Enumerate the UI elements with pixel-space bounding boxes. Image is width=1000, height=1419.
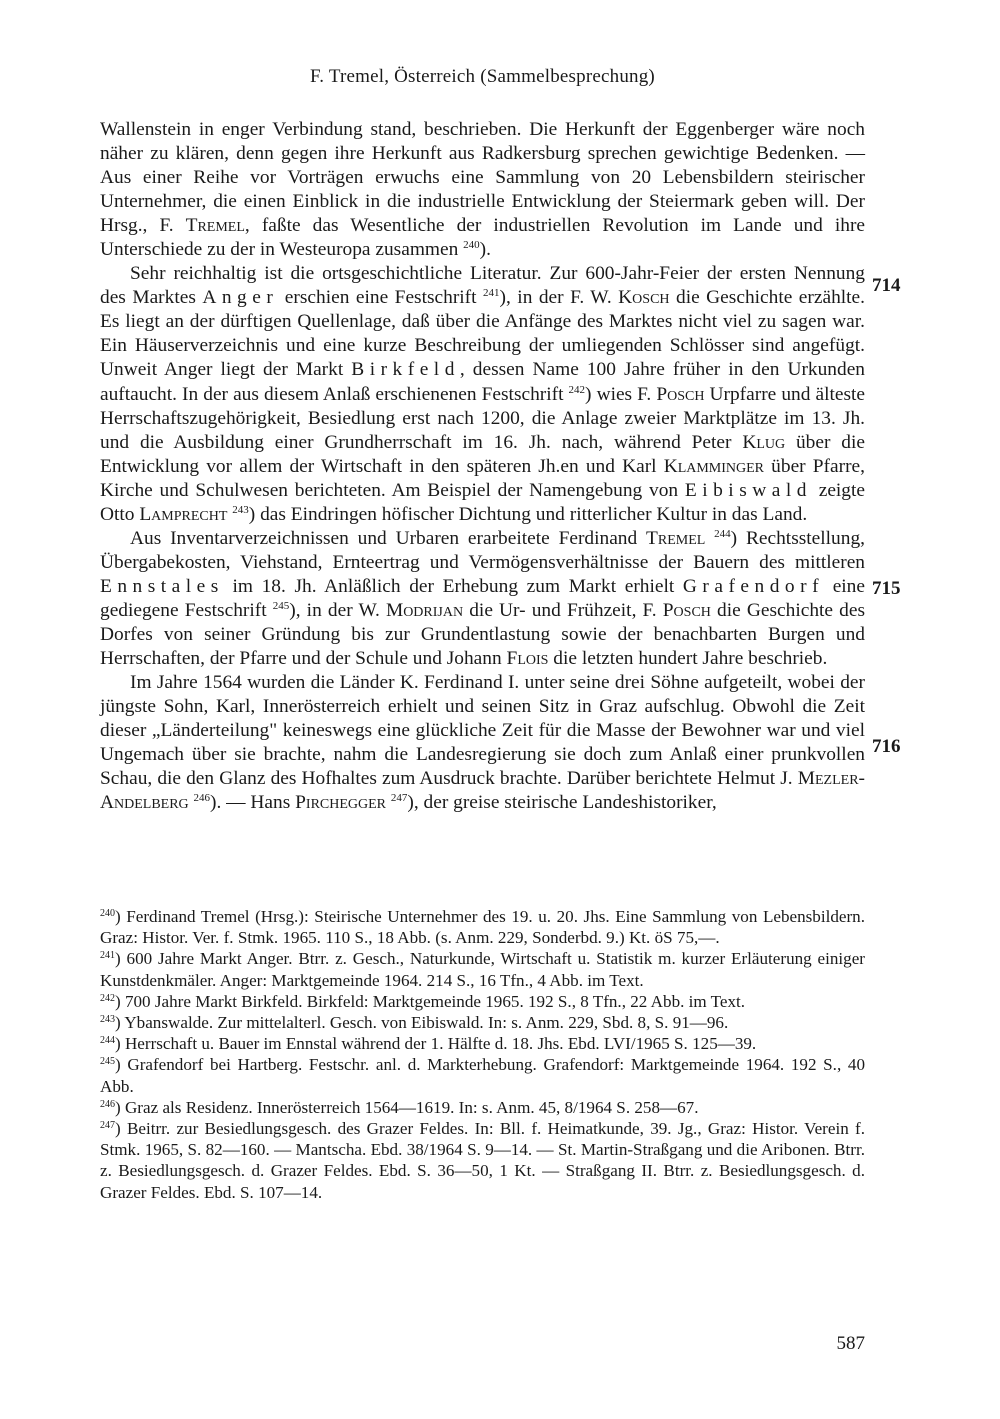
author-name: Tremel (646, 527, 706, 549)
margin-number-714: 714 (872, 275, 901, 296)
footnote-ref-241: 241 (483, 287, 500, 300)
footnote-ref-246: 246 (193, 792, 211, 805)
footnote: $^{246}$) Graz als Residenz. Innerösterreich 1564—1619. In: s. Anm. 45, 8/1964 S. 258—67. (100, 1097, 699, 1117)
footnote: $^{245}$) Grafendorf bei Hartberg. Festschr. anl. d. Markterhebung. Grafendorf: Marktgemeinde 1964. 192 S., 40 Abb. (100, 1055, 865, 1096)
footnotes (100, 906, 865, 1203)
footnote-ref-244: 244 (714, 527, 731, 540)
author-name: Mezler-Andelberg (100, 768, 865, 814)
footnote-ref-247: 247 (390, 792, 408, 805)
author-name: Lamprecht (139, 503, 228, 525)
place-name: Birkfeld (351, 359, 460, 381)
footnote: $^{241}$) 600 Jahre Markt Anger. Btrr. z. Gesch., Naturkunde, Wirtschaft u. Statistik m. kurzer Erläuterung einiger Kunstdenkmäler. Anger: Marktgemeinde 1964. 214 S., 16 Tfn., 4 Abb. im Text. (100, 949, 865, 990)
footnote-ref-243: 243 (232, 503, 249, 516)
place-name: Grafendorf (682, 575, 825, 597)
footnote-ref-245: 245 (272, 599, 290, 612)
footnote-ref-242: 242 (568, 383, 586, 396)
place-name: Ennstales (100, 575, 224, 597)
footnote: $^{240}$) Ferdinand Tremel (Hrsg.): Steirische Unternehmer des 19. u. 20. Jhs. Eine Sammlung von Lebensbildern. Graz: Histor. Ver. f. Stmk. 1965. 110 S., 18 Abb. (s. Anm. 229, Sonderbd. 9.) Kt. öS 75,—. (100, 907, 865, 948)
footnote: $^{247}$) Beitrr. zur Besiedlungsgesch. des Grazer Feldes. In: Bll. f. Heimatkunde, 39. Jg., Graz: Histor. Verein f. Stmk. 1965, S. 82—160. — Mantscha. Ebd. 38/1964 S. 9—14. — St. Martin-Straßgang und die Aribonen. Btrr. z. Besiedlungsgesch. d. Grazer Feldes. Ebd. S. 36—50, 1 Kt. — Straßgang II. Btrr. z. Besiedlungsgesch. d. Grazer Feldes. Ebd. S. 107—14. (100, 1119, 865, 1202)
author-name: Flois (506, 648, 549, 670)
author-name: Klug (742, 431, 786, 453)
place-name: Anger (202, 287, 279, 309)
margin-number-715: 715 (872, 578, 901, 599)
place-name: Eibiswald (684, 479, 812, 501)
paragraph-laenderteilung: Im Jahre 1564 wurden die Länder K. Ferdinand I. unter seine drei Söhne aufgeteilt, wobei der jüngste Sohn, Karl, Innerösterreich erhielt und seinen Sitz in Graz aufschlug. Obwohl die Zeit dieser „Länderteilung" keineswegs eine glückliche Zeit für die Masse der Bewohner war und viel Ungemach über sie brachte, nahm die Landesregierung sie doch zum Anlaß einer prunkvollen Schau, die den Glanz des Hofhaltes zum Ausdruck brachte. Darüber berichtete Helmut J. Mezler-Andelberg $^{246}$). — Hans Pirchegger $^{247}$), der greise steirische Landeshistoriker, (100, 672, 865, 814)
footnote: $^{242}$) 700 Jahre Markt Birkfeld. Birkfeld: Marktgemeinde 1965. 192 S., 8 Tfn., 22 Abb. im Text. (100, 991, 746, 1011)
author-name: Pirchegger (295, 792, 387, 814)
paragraph-continuation: Wallenstein in enger Verbindung stand, beschrieben. Die Herkunft der Eggenberger wäre noch näher zu klären, denn gegen ihre Herkunft aus Radkersburg sprechen gewichtige Bedenken. — Aus einer Reihe vor Vorträgen erwuchs eine Sammlung von 20 Lebensbildern steirischer Unternehmer, die einen Einblick in die industrielle Entwicklung der Steiermark geben will. Der Hrsg., F. Tremel, faßte das Wesentliche der industriellen Revolution im Lande und ihre Unterschiede zu der in Westeuropa zusammen $^{240}$). (100, 119, 866, 261)
footnote: $^{243}$) Ybanswalde. Zur mittelalterl. Gesch. von Eibiswald. In: s. Anm. 229, Sbd. 8, S. 91—96. (100, 1013, 729, 1033)
author-name: Tremel (185, 215, 245, 237)
author-name: Kosch (618, 287, 670, 309)
paragraph-inventare: Aus Inventarverzeichnissen und Urbaren erarbeitete Ferdinand Tremel $^{244}$) Rechtsstellung, Übergabekosten, Viehstand, Ernteertrag und Vermögensverhältnisse der Bauern des mittleren Ennstales im 18. Jh. Anläßlich der Erhebung zum Markt erhielt Grafendorf eine gediegene Festschrift $^{245}$), in der W. Modrijan die Ur- und Frühzeit, F. Posch die Geschichte des Dorfes von seiner Gründung bis zur Grundentlastung sowie der benachbarten Burgen und Herrschaften, der Pfarre und der Schule und Johann Flois die letzten hundert Jahre beschrieb. (100, 527, 865, 670)
footnote-ref-240: 240 (463, 239, 480, 252)
author-name: Posch (656, 383, 705, 405)
footnote: $^{244}$) Herrschaft u. Bauer im Ennstal während der 1. Hälfte d. 18. Jhs. Ebd. LVI/1965 S. 125—39. (100, 1034, 757, 1054)
page-number: 587 (836, 1333, 865, 1354)
margin-number-716: 716 (872, 736, 901, 757)
body-text (100, 118, 865, 815)
author-name: Modrijan (385, 599, 464, 621)
author-name: Posch (662, 599, 711, 621)
paragraph-ortsgeschichte: Sehr reichhaltig ist die ortsgeschichtliche Literatur. Zur 600-Jahr-Feier der ersten Nennung des Marktes Anger erschien eine Festschrift $^{241}$), in der F. W. Kosch die Geschichte erzählte. Es liegt an der dürftigen Quellenlage, daß über die Anfänge des Marktes nicht viel zu sagen war. Ein Häuserverzeichnis und eine kurze Beschreibung der umliegenden Schlösser sind angefügt. Unweit Anger liegt der Markt Birkfeld, dessen Name 100 Jahre früher in den Urkunden auftaucht. In der aus diesem Anlaß erschienenen Festschrift $^{242}$) wies F. Posch Urpfarre und älteste Herrschaftszugehörigkeit, Besiedlung erst nach 1200, die Anlage zweier Marktplätze im 13. Jh. und die Ausbildung einer Grundherrschaft im 16. Jh. nach, während Peter Klug über die Entwicklung vor allem der Wirtschaft in den späteren Jh.en und Karl Klamminger über Pfarre, Kirche und Schulwesen berichteten. Am Beispiel der Namengebung von Eibiswald zeigte Otto Lamprecht $^{243}$) das Eindringen höfischer Dichtung und ritterlicher Kultur in das Land. (100, 263, 866, 525)
author-name: Klamminger (663, 455, 765, 477)
running-header: F. Tremel, Österreich (Sammelbesprechung) (310, 66, 655, 87)
